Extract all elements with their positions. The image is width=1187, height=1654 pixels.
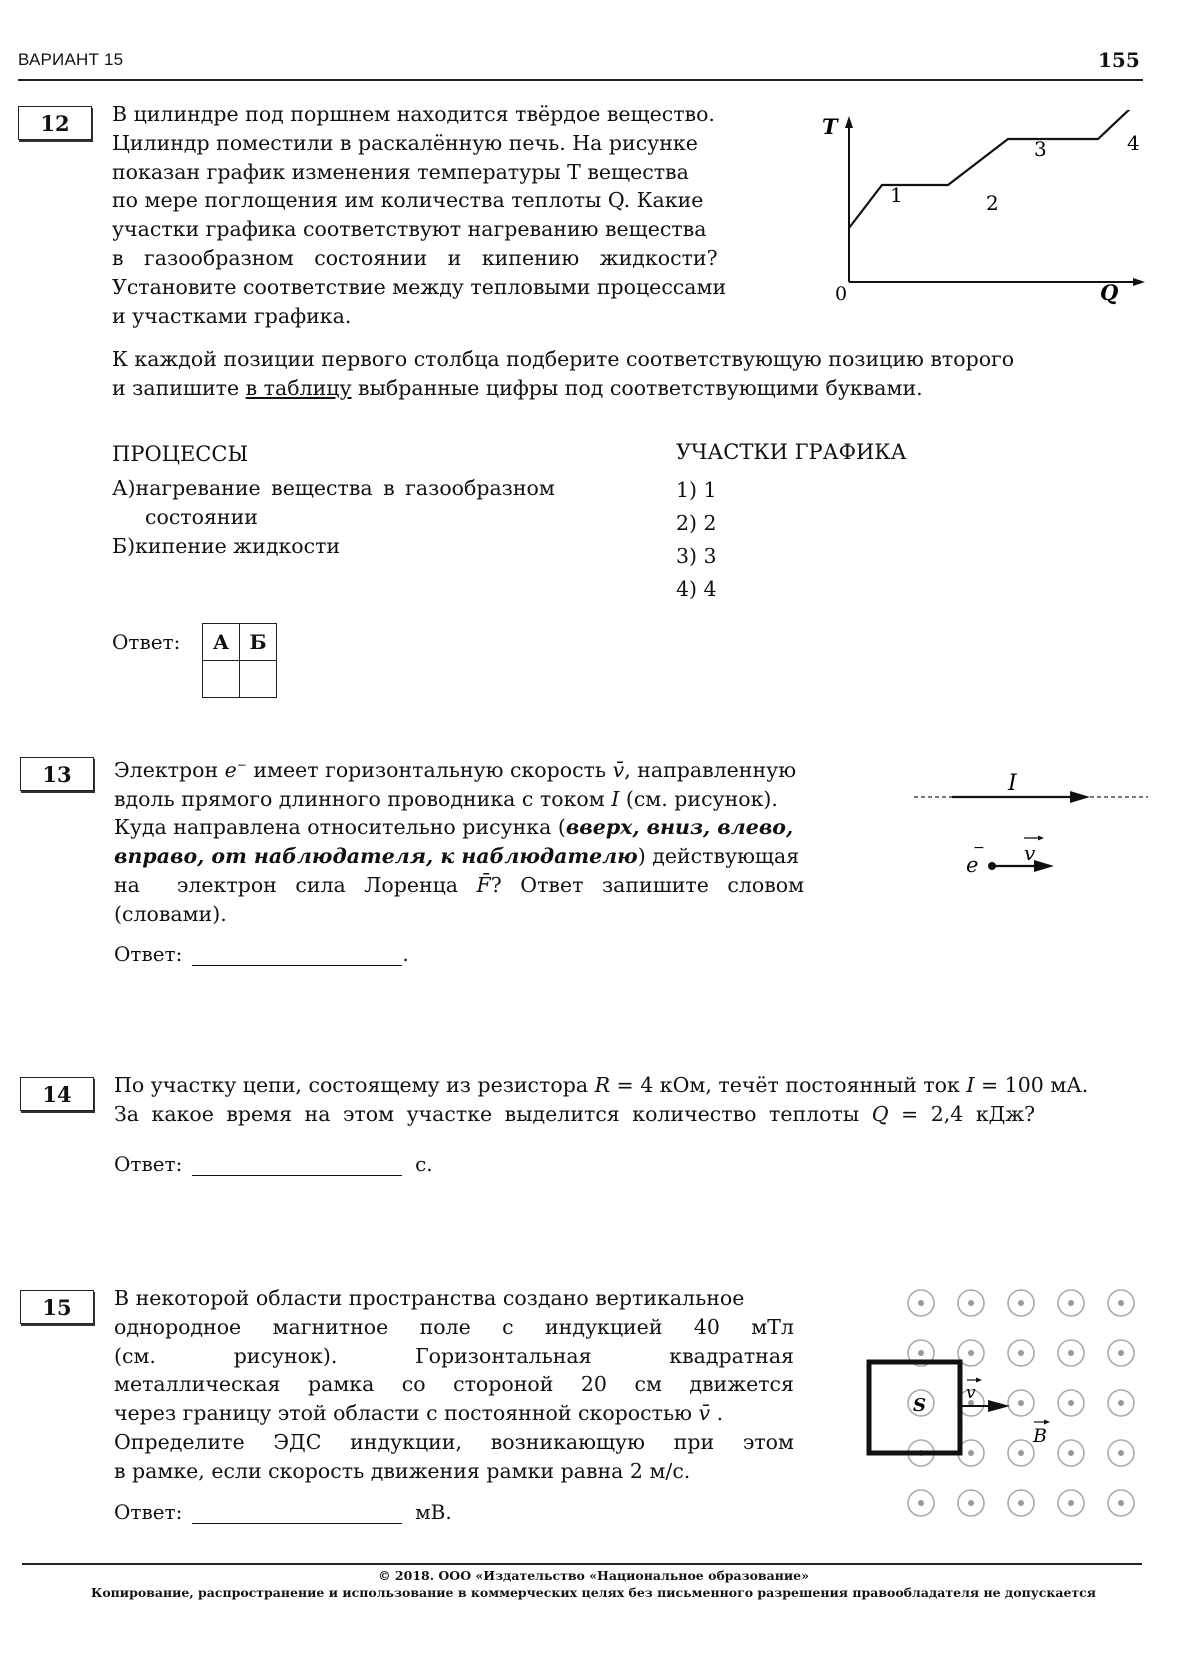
question-number-badge: 15 (20, 1290, 94, 1324)
velocity-arrow-icon (988, 1400, 1010, 1412)
instructions (112, 345, 1142, 403)
field-dot-centers (918, 1300, 1124, 1506)
answer-header-b: Б (240, 624, 277, 661)
process-item-b: Б)кипение жидкости (112, 533, 341, 558)
page-number: 155 (1098, 48, 1140, 72)
text-line: Определите ЭДС индукции, возникающую при этом (114, 1429, 794, 1454)
variant-title: ВАРИАНТ 15 (18, 50, 124, 69)
process-item-a-cont: состоянии (145, 504, 258, 529)
current-label: I (1008, 771, 1017, 796)
text-line: на электрон сила Лоренца F̄? Ответ запишите словом (114, 873, 805, 898)
text-line: Куда направлена относительно рисунка (вверх, вниз, влево, (114, 815, 794, 840)
vector-hat-icon (1038, 836, 1044, 841)
text-line: и участками графика. (112, 303, 352, 328)
question-text (114, 1284, 794, 1486)
answer-input[interactable] (192, 1155, 402, 1176)
text-line: вправо, от наблюдателя, к наблюдателю) действующая (114, 844, 800, 869)
text-line: металлическая рамка со стороной 20 см движется (114, 1372, 794, 1397)
temperature-heat-graph (800, 110, 1145, 310)
processes-title: ПРОЦЕССЫ (112, 442, 249, 466)
question-text (112, 100, 777, 330)
answer-label: Ответ: (114, 942, 183, 966)
answer-header-a: А (203, 624, 240, 661)
answer-label: Ответ: (112, 630, 181, 654)
segment-option-4: 4) 4 (676, 577, 717, 601)
text-line: через границу этой области с постоянной скоростью v̄ . (114, 1401, 724, 1426)
electron-charge-sign: − (973, 840, 985, 856)
header-divider (18, 79, 1143, 81)
process-item-a: А)нагревание вещества в газообразном (112, 476, 555, 500)
text-line: (словами). (114, 901, 227, 926)
answer-label: Ответ: (114, 1152, 183, 1176)
footer-copyright: © 2018. ООО «Издательство «Национальное образование» (378, 1568, 809, 1583)
question-number-badge: 13 (20, 757, 94, 791)
current-arrow-icon (1070, 791, 1090, 803)
question-text (114, 1071, 1144, 1129)
text-line: В некоторой области пространства создано вертикальное (114, 1286, 745, 1310)
text-line: в газообразном состоянии и кипению жидкости? (112, 245, 718, 270)
question-number-badge: 14 (20, 1077, 94, 1111)
processes-list (112, 474, 612, 560)
segment-label-2: 2 (986, 191, 999, 215)
text-line: однородное магнитное поле с индукцией 40 мТл (114, 1314, 794, 1339)
answer-row (114, 1152, 433, 1176)
origin-label: 0 (835, 283, 848, 305)
text-line: В цилиндре под поршнем находится твёрдое вещество. (112, 102, 715, 126)
text-line: показан график изменения температуры T вещества (112, 159, 689, 184)
text-line: Цилиндр поместили в раскалённую печь. На рисунке (112, 130, 698, 155)
wire-electron-figure (900, 760, 1150, 880)
answer-input[interactable] (192, 1503, 402, 1524)
y-axis-arrow-icon (845, 116, 853, 128)
text-line: участки графика соответствуют нагреванию вещества (112, 217, 707, 242)
answer-label: Ответ: (114, 1500, 183, 1524)
question-text (114, 751, 854, 929)
segment-label-4: 4 (1127, 131, 1140, 155)
segment-option-1: 1) 1 (676, 478, 717, 502)
segment-option-3: 3) 3 (676, 544, 717, 568)
x-axis-arrow-icon (1133, 278, 1145, 286)
question-number-badge: 12 (18, 106, 92, 140)
segments-list (676, 474, 717, 606)
velocity-label: v (966, 1383, 976, 1403)
answer-cell-b[interactable] (240, 661, 277, 698)
text-line: по мере поглощения им количества теплоты Q. Какие (112, 188, 704, 213)
answer-input[interactable] (192, 945, 402, 966)
text-line: Установите соответствие между тепловыми процессами (112, 274, 727, 299)
underlined-text: в таблицу (245, 375, 352, 400)
instruction-line: К каждой позиции первого столбца подберите соответствующую позицию второго (112, 347, 1015, 371)
footer-notice: Копирование, распространение и использование в коммерческих целях без письменного разрешения правообладателя не допускается (90, 1585, 1097, 1600)
magnetic-field-figure (850, 1270, 1150, 1540)
vector-hat-icon (1044, 1420, 1050, 1425)
segment-label-1: 1 (890, 183, 903, 207)
text-line: в рамке, если скорость движения рамки равна 2 м/с. (114, 1458, 691, 1483)
segment-option-2: 2) 2 (676, 511, 717, 535)
answer-table (202, 623, 277, 698)
answer-row (114, 942, 409, 966)
velocity-label: v (1024, 841, 1036, 865)
text-line: Электрон e− имеет горизонтальную скорость v̄, направленную (114, 757, 797, 782)
vector-hat-icon (976, 1378, 982, 1383)
text-line: вдоль прямого длинного проводника с током I (см. рисунок). (114, 786, 778, 811)
answer-unit: с. (415, 1152, 433, 1176)
area-label: S (913, 1395, 926, 1416)
answer-unit: мВ. (415, 1500, 452, 1524)
instruction-line: и запишите в таблицу выбранные цифры под соответствующими буквами. (112, 375, 923, 400)
text-line: (см. рисунок). Горизонтальная квадратная (114, 1343, 794, 1368)
answer-suffix: . (402, 942, 409, 966)
answer-row (114, 1500, 452, 1524)
segments-title: УЧАСТКИ ГРАФИКА (676, 440, 907, 464)
y-axis-label: T (822, 114, 838, 139)
segment-label-3: 3 (1034, 137, 1047, 161)
field-label: B (1033, 1425, 1047, 1447)
x-axis-label: Q (1100, 280, 1119, 305)
electron-label: e (966, 853, 979, 877)
text-line: За какое время на этом участке выделится количество теплоты Q = 2,4 кДж? (114, 1101, 1036, 1126)
answer-cell-a[interactable] (203, 661, 240, 698)
footer-divider (22, 1563, 1142, 1565)
velocity-arrow-icon (1034, 860, 1054, 872)
text-line: По участку цепи, состоящему из резистора R = 4 кОм, течёт постоянный ток I = 100 мА. (114, 1073, 1089, 1097)
